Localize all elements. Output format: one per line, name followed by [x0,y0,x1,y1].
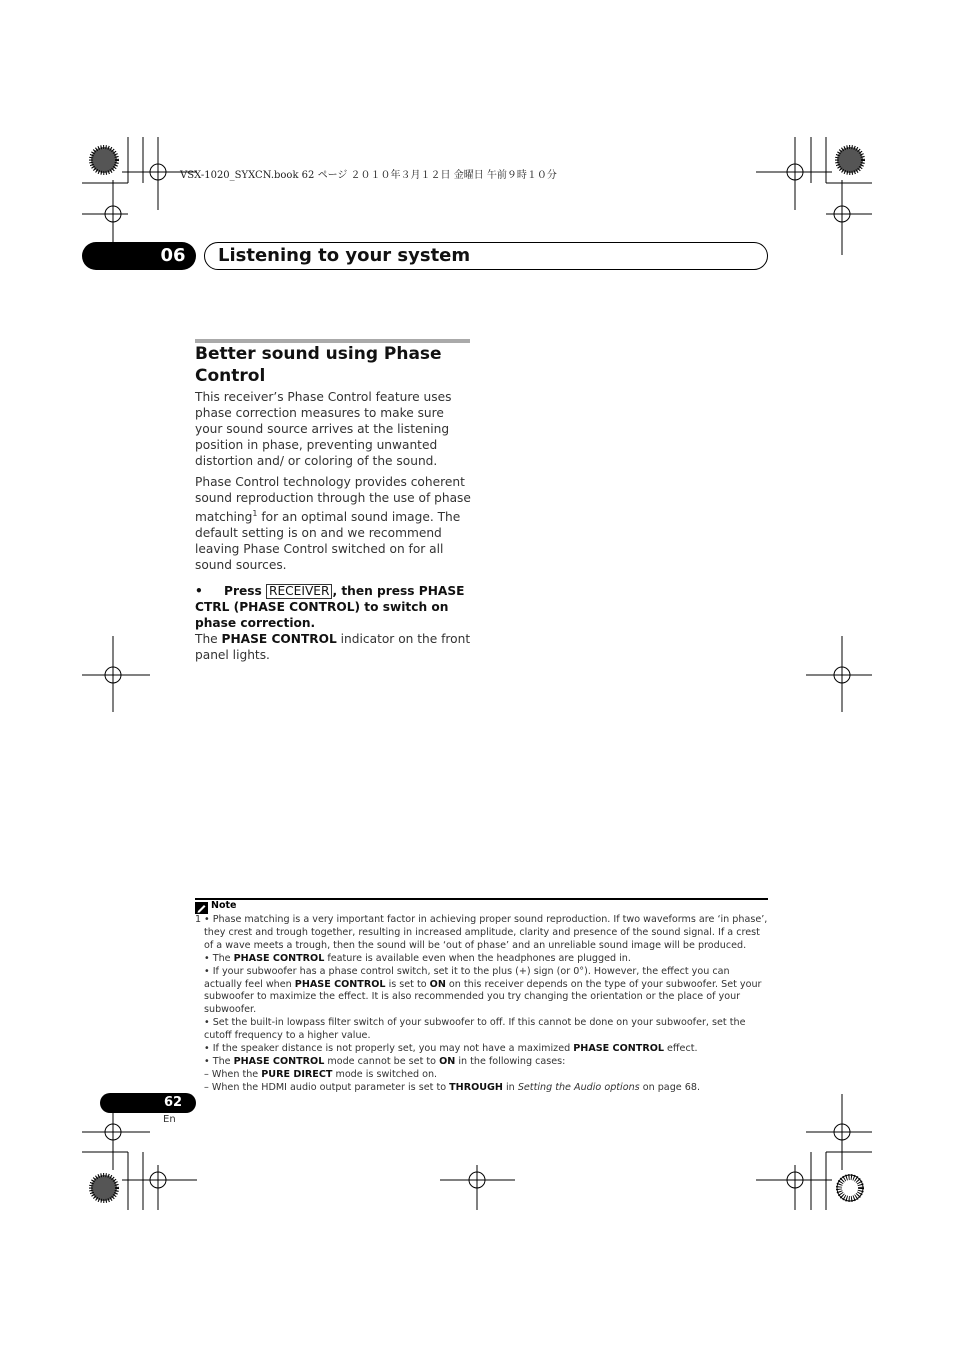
step-rest: , then press PHASE CTRL (PHASE CONTROL) to switch on phase correction. [195,584,465,630]
note-segment: • The [204,1055,234,1067]
step-result [195,631,473,663]
step-press: Press [224,584,262,598]
note-segment: – When the HDMI audio output parameter is set to [204,1081,450,1093]
note-segment: PHASE CONTROL [294,978,386,990]
note-item [204,953,768,966]
note-segment: on page 68. [639,1081,700,1093]
page-number: 62 [163,1095,183,1110]
note-segment: Setting the Audio options [517,1081,640,1093]
note-segment: on this receiver depends on the type of your subwoofer. Set your subwoofer to maximize the effect. It is also recommended you try changing the orientation or the place of your subwoofer. [204,978,762,1016]
note-number: 1 [195,914,202,925]
note-segment: is set to [385,978,430,990]
note-item: • Phase matching is a very important factor in achieving proper sound reproduction. If two waveforms are ‘in phase’, they crest and trough together, resulting in increased amplitude, clarity and presence of the sound signal. If a crest of a wave meets a trough, then the sound will be ‘out of phase’ and an unreliable sound image will be produced. [204,914,768,951]
note-segment: PHASE CONTROL [573,1043,664,1055]
chapter-number: 06 [160,245,186,266]
note-item [204,1069,768,1082]
print-header: VSX-1020_SYXCN.book 62 ページ ２０１０年３月１２日 金曜日 午前９時１０分 [180,170,557,181]
note-segment: mode cannot be set to [324,1055,440,1067]
note-item [204,1043,768,1056]
note-segment: feature is available even when the headphones are plugged in. [324,952,631,964]
note-segment: THROUGH [449,1081,503,1093]
note-segment: ON [429,978,446,990]
note-segment: ON [439,1055,456,1067]
note-item [204,1056,768,1069]
note-rule [195,898,768,900]
section-title: Better sound using Phase Control [195,344,442,386]
result-a: The [195,632,222,646]
page-language: En [163,1114,176,1125]
step-instruction [195,583,473,631]
note-segment: in the following cases: [455,1055,566,1067]
note-list [204,914,768,1095]
chapter-title: Listening to your system [218,245,471,266]
note-segment: PURE DIRECT [261,1068,333,1080]
note-item: • Set the built-in lowpass filter switch of your subwoofer to off. If this cannot be done on your subwoofer, set the cutoff frequency to a higher value. [204,1017,746,1042]
note-item [204,1082,768,1095]
receiver-button: RECEIVER [266,584,332,599]
footnote-ref: 1 [252,509,258,518]
note-segment: mode is switched on. [332,1068,438,1080]
note-pencil-icon [195,902,208,914]
result-c: indicator on the front panel lights. [195,632,471,662]
note-segment: effect. [663,1043,698,1055]
note-segment: PHASE CONTROL [233,1055,325,1067]
note-segment: • The [204,952,234,964]
note-segment: • If your subwoofer has a phase control switch, set it to the plus (+) sign (or 0°). However, the effect you can actually feel when [204,965,730,990]
paragraph-2-text-a: Phase Control technology provides coherent sound reproduction through the use of phase matching [195,475,471,525]
note-segment: in [502,1081,518,1093]
note-segment: PHASE CONTROL [233,952,325,964]
note-item [204,966,768,1018]
note-segment: • If the speaker distance is not properly set, you may not have a maximized [204,1043,574,1055]
note-segment: – When the [204,1068,262,1080]
result-indicator: PHASE CONTROL [221,632,337,646]
paragraph-2-text-b: for an optimal sound image. The default setting is on and we recommend leaving Phase Control switched on for all sound sources. [195,510,461,573]
paragraph-2 [195,474,473,573]
step-bullet: • [195,584,203,598]
paragraph-1: This receiver’s Phase Control feature uses phase correction measures to make sure your sound source arrives at the listening position in phase, preventing unwanted distortion and/ or coloring of the sound. [195,390,452,468]
note-label: Note [211,900,237,911]
